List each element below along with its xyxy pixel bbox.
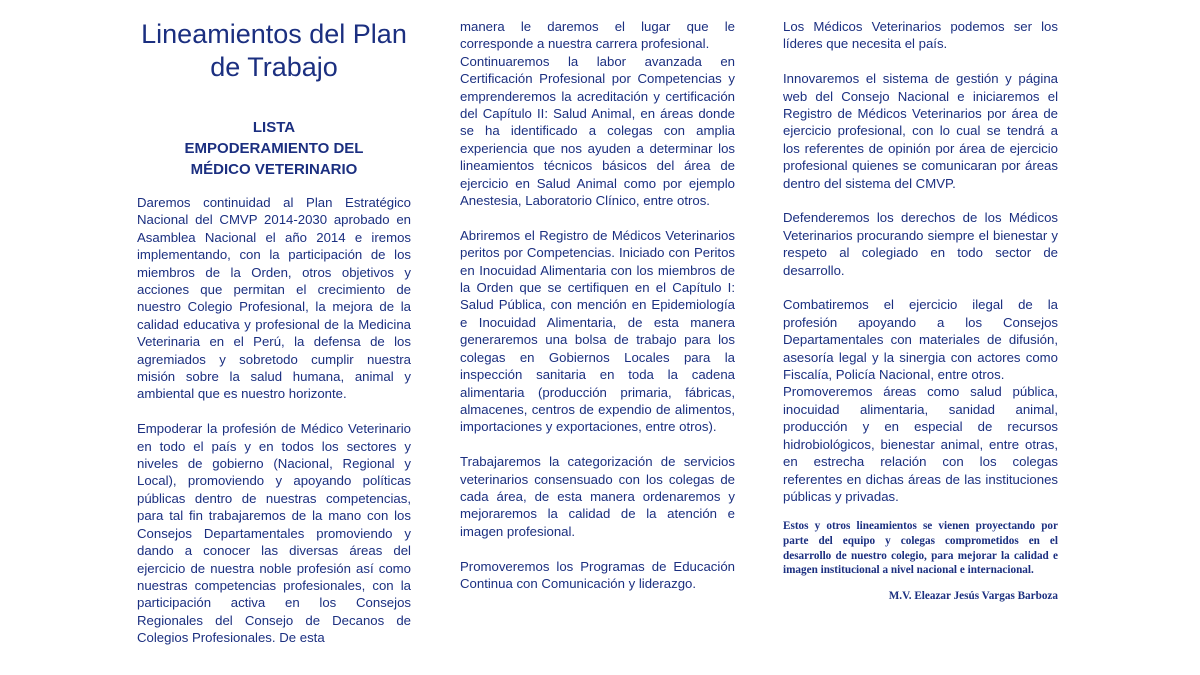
paragraph-service-categorization: Trabajaremos la categorización de servicios veterinarios consensuado con los colegas de cada área, de esta manera ordenaremos y mejoraremos la calidad de la atención e imagen profesional. — [460, 454, 735, 539]
paragraph-rights: Defenderemos los derechos de los Médicos Veterinarios procurando siempre el bienestar y respeto al colegiado en todo sector de desarrollo. — [783, 210, 1058, 278]
column-left — [137, 18, 411, 647]
title-line-1: Lineamientos del Plan — [141, 19, 407, 49]
column-middle — [460, 18, 735, 592]
paragraph-illegal-practice: Combatiremos el ejercicio ilegal de la profesión apoyando a los Consejos Departamentales con materiales de difusión, asesoría legal y la sinergia con actores como Fiscalía, Policía Nacional, entre otros. — [783, 297, 1058, 383]
paragraph-empower-profession: Empoderar la profesión de Médico Veterinario en todo el país y en todos los sectores y niveles de gobierno (Nacional, Regional y Local), promoviendo y apoyando políticas públicas dentro de nuestras competencias, para tal fin trabajaremos de la mano con los Consejos Departamentales promoviendo y dando a conocer las diversas áreas del ejercicio de nuestra noble profesión así como nuestras competencias profesionales, con la participación activa en los Consejos Regionales del Consejo de Decanos de Colegios Profesionales. De esta — [137, 421, 411, 646]
paragraph-strategic-plan: Daremos continuidad al Plan Estratégico Nacional del CMVP 2014-2030 aprobado en Asamblea Nacional el año 2014 e iremos implementando, con la participación de los miembros de la Orden, otros objetivos y acciones que permitan el crecimiento de nuestro Colegio Profesional, la mejora de la calidad educativa y profesional de la Medicina Veterinaria en el Perú, la defensa de los agremiados y sobretodo cumplir nuestra misión sobre la salud humana, animal y ambiental que es nuestro horizonte. — [137, 195, 411, 402]
paragraph-expert-registry: Abriremos el Registro de Médicos Veterinarios peritos por Competencias. Iniciado con Peritos en Inocuidad Alimentaria con los miembros de la Orden que se certifiquen en el Capítulo I: Salud Pública, con mención en Epidemiología e Inocuidad Alimentaria, de esta manera generaremos una bolsa de trabajo para los colegas en Gobiernos Locales para la inspección sanitaria en toda la cadena alimentaria (producción primaria, fábricas, almacenes, centros de expendio de alimentos, importaciones y exportaciones, entre otros). — [460, 227, 735, 435]
subtitle-line-1: LISTA — [252, 119, 296, 136]
paragraph-leaders: Los Médicos Veterinarios podemos ser los líderes que necesita el país. — [783, 19, 1058, 52]
closing-statement: Estos y otros lineamientos se vienen proyectando por parte del equipo y colegas comprometidos en el desarrollo de nuestro colegio, para mejorar la calidad e imagen institucional a nivel nacional e internacional. — [783, 520, 1058, 577]
paragraph-career-place: manera le daremos el lugar que le corresponde a nuestra carrera profesional. — [460, 19, 735, 52]
paragraph-promote-areas: Promoveremos áreas como salud pública, inocuidad alimentaria, sanidad animal, producción y en especial de recursos hidrobiológicos, bienestar animal, entre otras, en estrecha relación con los colegas referentes en dichas áreas de las instituciones públicas y privadas. — [783, 384, 1058, 504]
column-right — [783, 18, 1058, 615]
signature: M.V. Eleazar Jesús Vargas Barboza — [888, 589, 1058, 602]
paragraph-continuing-education: Promoveremos los Programas de Educación Continua con Comunicación y liderazgo. — [460, 558, 735, 591]
subtitle-line-3: MÉDICO VETERINARIO — [190, 161, 358, 178]
section-heading — [137, 117, 411, 180]
subtitle-line-2: EMPODERAMIENTO DEL — [184, 140, 364, 157]
paragraph-management-system: Innovaremos el sistema de gestión y página web del Consejo Nacional e iniciaremos el Registro de Médicos Veterinarios por área de ejercicio profesional, con lo cual se tendrá a los referentes de opinión por área de ejercicio profesional quienes se comunicaran por áreas dentro del sistema del CMVP. — [783, 71, 1058, 191]
paragraph-certification: Continuaremos la labor avanzada en Certificación Profesional por Competencias y emprenderemos la acreditación y certificación del Capítulo II: Salud Animal, en áreas donde se ha identificado a colegas con amplia experiencia que nos ayuden a determinar los lineamientos técnicos básicos del área de ejercicio en Salud Animal como por ejemplo Anestesia, Laboratorio Clínico, entre otros. — [460, 53, 735, 209]
page-title — [137, 18, 411, 84]
title-line-2: de Trabajo — [210, 52, 338, 82]
